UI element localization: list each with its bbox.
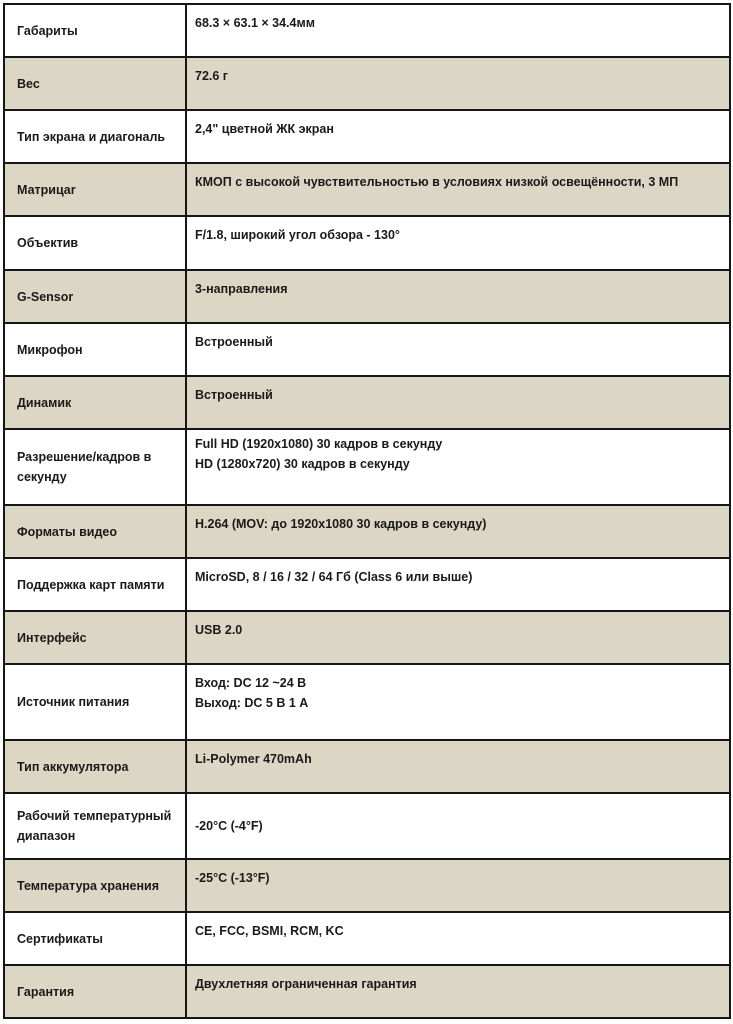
spec-row-weight [4,57,730,110]
spec-label: Гарантия [4,965,186,1018]
spec-row-resolution [4,429,730,505]
spec-row-interface [4,611,730,664]
spec-label: Матрицаr [4,163,186,216]
spec-value: Вход: DC 12 ~24 В Выход: DC 5 В 1 А [186,664,730,740]
spec-row-microphone [4,323,730,376]
spec-row-battery [4,740,730,793]
spec-row-storage-temperature [4,859,730,912]
spec-label: Тип экрана и диагональ [4,110,186,163]
spec-row-memory-cards [4,558,730,611]
spec-value: Встроенный [186,323,730,376]
spec-value: F/1.8, широкий угол обзора - 130° [186,216,730,270]
spec-row-power-source [4,664,730,740]
spec-value: 3-направления [186,270,730,323]
spec-row-screen [4,110,730,163]
spec-label: Температура хранения [4,859,186,912]
spec-value: CE, FCC, BSMI, RCM, KC [186,912,730,965]
spec-row-gsensor [4,270,730,323]
spec-label: Тип аккумулятора [4,740,186,793]
spec-row-video-formats [4,505,730,558]
spec-row-operating-temperature [4,793,730,859]
spec-row-certificates [4,912,730,965]
spec-label: Вес [4,57,186,110]
spec-value: 72.6 г [186,57,730,110]
spec-value: Li-Polymer 470mAh [186,740,730,793]
spec-label: Габариты [4,4,186,57]
spec-label: Источник питания [4,664,186,740]
spec-row-sensor [4,163,730,216]
spec-value: 68.3 × 63.1 × 34.4мм [186,4,730,57]
spec-row-lens [4,216,730,270]
spec-value: H.264 (MOV: до 1920x1080 30 кадров в секунду) [186,505,730,558]
spec-label: Разрешение/кадров в секунду [4,429,186,505]
spec-value: Двухлетняя ограниченная гарантия [186,965,730,1018]
spec-value: Встроенный [186,376,730,429]
spec-value: 2,4" цветной ЖК экран [186,110,730,163]
spec-value: -20°C (-4°F) [186,793,730,859]
spec-label: Рабочий температурный диапазон [4,793,186,859]
spec-label: Форматы видео [4,505,186,558]
spec-label: Микрофон [4,323,186,376]
spec-label: G-Sensor [4,270,186,323]
spec-value: MicroSD, 8 / 16 / 32 / 64 Гб (Class 6 или выше) [186,558,730,611]
spec-label: Сертификаты [4,912,186,965]
spec-label: Поддержка карт памяти [4,558,186,611]
spec-row-dimensions [4,4,730,57]
spec-value: USB 2.0 [186,611,730,664]
specifications-table [3,3,731,1019]
spec-label: Интерфейс [4,611,186,664]
spec-value: КМОП с высокой чувствительностью в условиях низкой освещённости, 3 МП [186,163,730,216]
spec-value: -25°C (-13°F) [186,859,730,912]
spec-label: Динамик [4,376,186,429]
spec-value: Full HD (1920x1080) 30 кадров в секунду HD (1280x720) 30 кадров в секунду [186,429,730,505]
spec-row-speaker [4,376,730,429]
spec-row-warranty [4,965,730,1018]
spec-label: Объектив [4,216,186,270]
